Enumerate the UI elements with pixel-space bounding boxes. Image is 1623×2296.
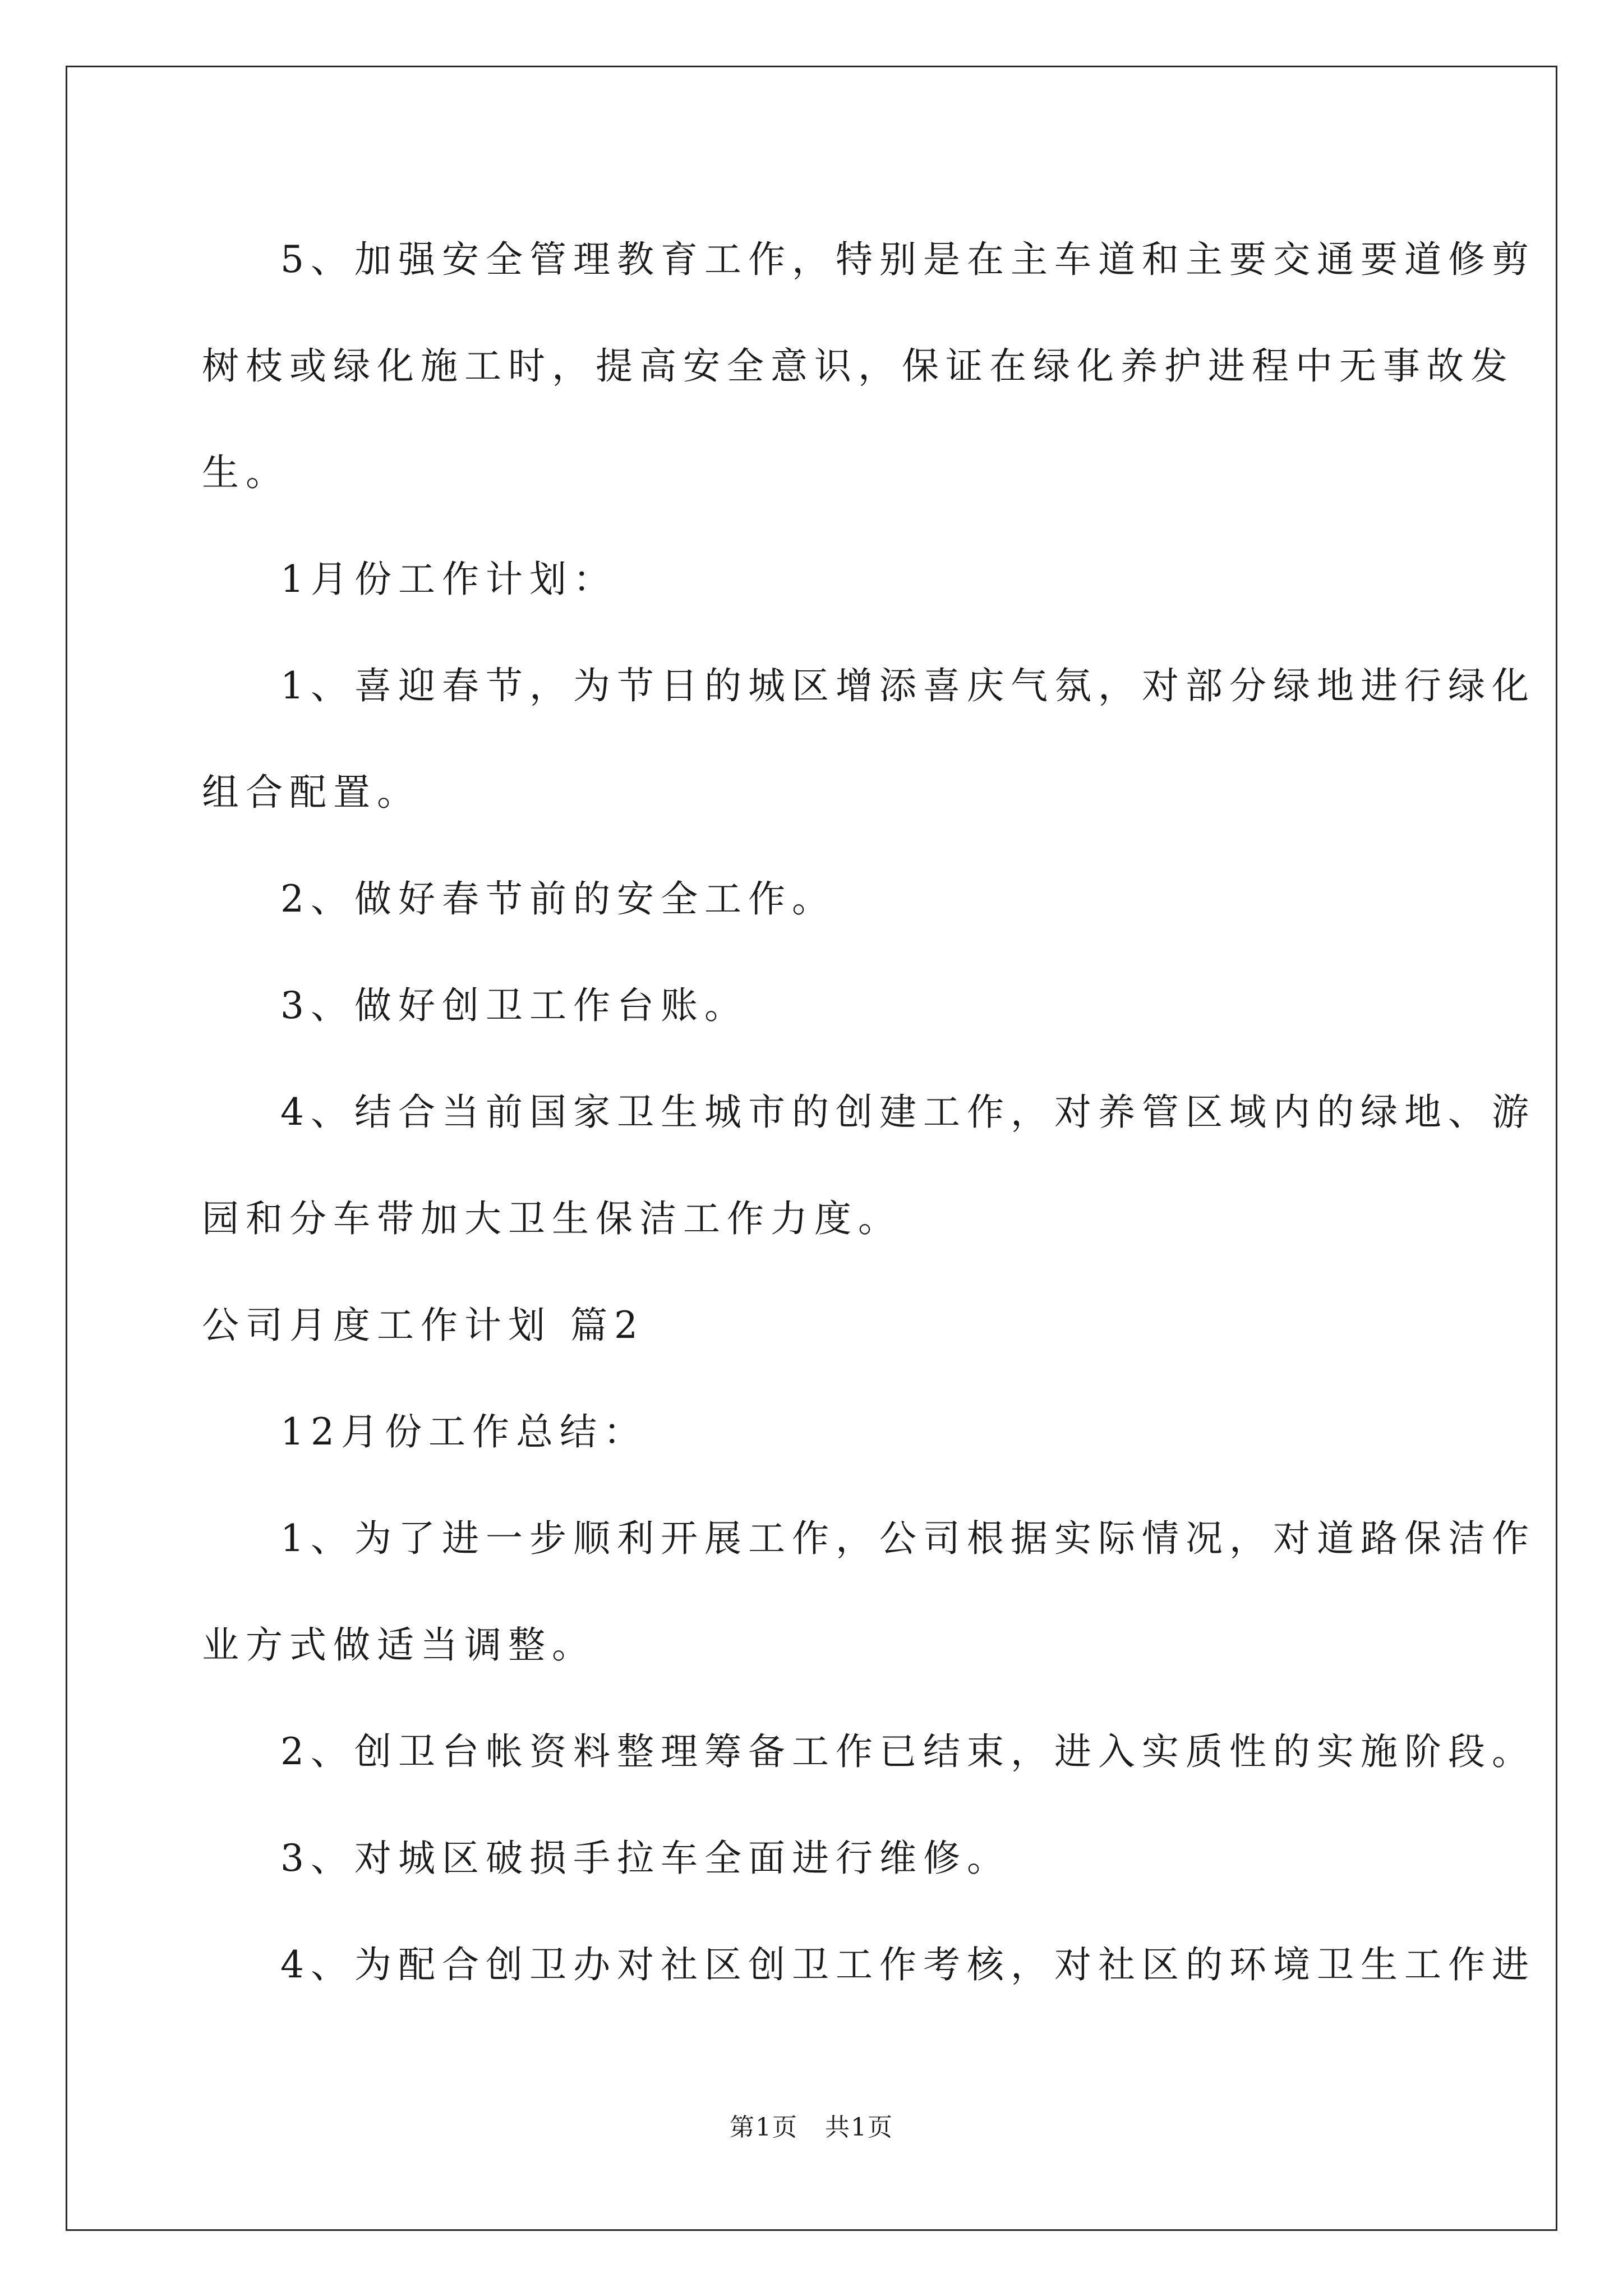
page-frame: [66, 66, 1557, 2231]
paragraph-line: 4、为配合创卫办对社区创卫工作考核，对社区的环境卫生工作进: [280, 1943, 1536, 1986]
article-title: 公司月度工作计划 篇2: [202, 1304, 644, 1347]
paragraph-line: 1、喜迎春节，为节日的城区增添喜庆气氛，对部分绿地进行绿化: [280, 664, 1536, 707]
paragraph-line: 2、做好春节前的安全工作。: [280, 877, 836, 921]
paragraph-line: 5、加强安全管理教育工作，特别是在主车道和主要交通要道修剪: [280, 238, 1536, 281]
paragraph-line: 2、创卫台帐资料整理筹备工作已结束，进入实质性的实施阶段。: [280, 1730, 1536, 1773]
paragraph-line: 4、结合当前国家卫生城市的创建工作，对养管区域内的绿地、游: [280, 1091, 1536, 1134]
paragraph-line: 组合配置。: [202, 771, 421, 814]
paragraph-line: 3、做好创卫工作台账。: [280, 984, 748, 1027]
section-heading: 12月份工作总结：: [280, 1410, 647, 1453]
section-heading: 1月份工作计划：: [280, 558, 617, 601]
paragraph-line: 生。: [202, 451, 289, 494]
paragraph-line: 园和分车带加大卫生保洁工作力度。: [202, 1197, 902, 1240]
document-body: [67, 67, 1556, 2229]
paragraph-line: 树枝或绿化施工时，提高安全意识，保证在绿化养护进程中无事故发: [202, 344, 1514, 388]
page-footer: 第1页 共1页: [730, 2113, 893, 2142]
paragraph-line: 业方式做适当调整。: [202, 1623, 596, 1667]
paragraph-line: 3、对城区破损手拉车全面进行维修。: [280, 1837, 1011, 1880]
paragraph-line: 1、为了进一步顺利开展工作，公司根据实际情况，对道路保洁作: [280, 1517, 1536, 1560]
